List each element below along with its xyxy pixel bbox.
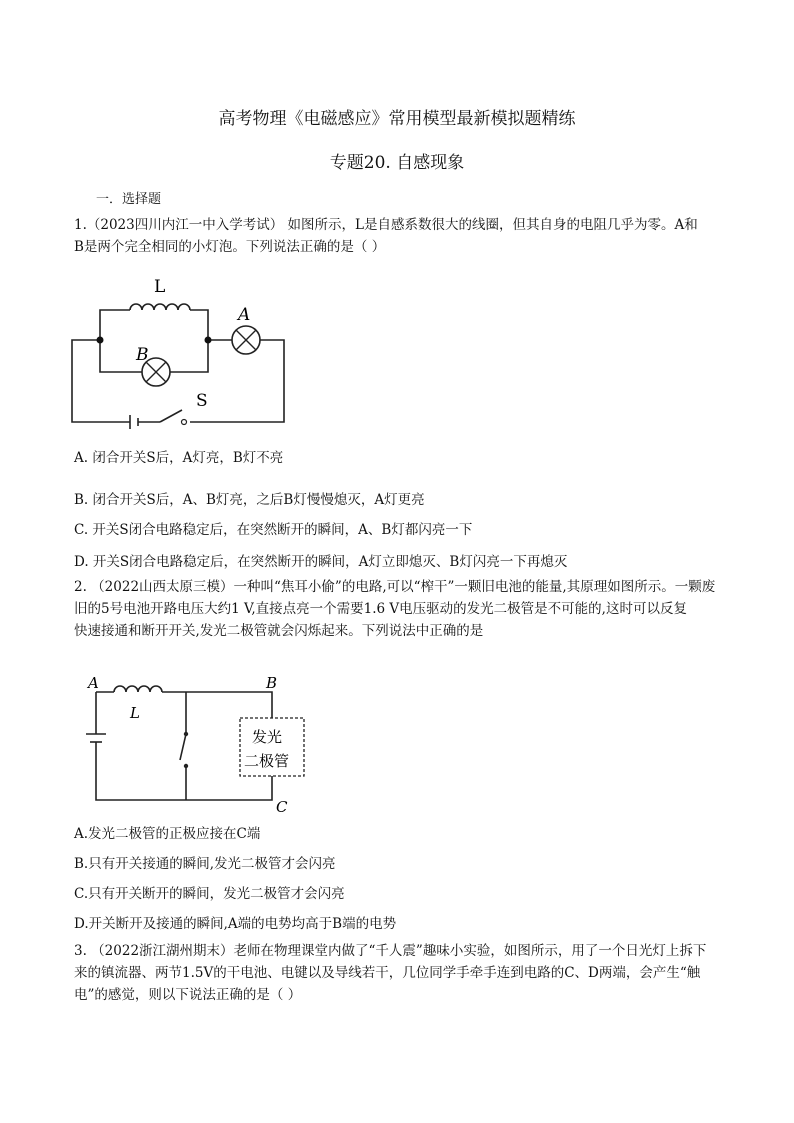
q2-line3: 快速接通和断开开关,发光二极管就会闪烁起来。下列说法中正确的是 — [74, 623, 484, 639]
q2-option-c: C.只有开关断开的瞬间，发光二极管才会闪亮 — [74, 886, 345, 902]
q1-option-d: D. 开关S闭合电路稳定后，在突然断开的瞬间，A灯立即熄灭、B灯闪亮一下再熄灭 — [74, 554, 568, 570]
q1-label-l: L — [154, 277, 166, 297]
q2-option-b: B.只有开关接通的瞬间,发光二极管才会闪亮 — [74, 856, 336, 872]
q3-line1: 3. （2022浙江湖州期末）老师在物理课堂内做了“千人震”趣味小实验，如图所示，用了一个日光灯上拆下 — [74, 943, 707, 959]
q1-line2: B是两个完全相同的小灯泡。下列说法正确的是（ ） — [74, 239, 386, 255]
page-subtitle: 专题20. 自感现象 — [329, 153, 465, 173]
page-title: 高考物理《电磁感应》常用模型最新模拟题精练 — [218, 109, 576, 129]
q3-line3: 电”的感觉，则以下说法正确的是（ ） — [74, 987, 302, 1003]
q2-label-c: C — [276, 798, 288, 814]
q2-led-label-2: 二极管 — [244, 752, 290, 770]
q2-led-label-1: 发光 — [252, 728, 283, 746]
q1-option-b: B. 闭合开关S后，A、B灯亮，之后B灯慢慢熄灭，A灯更亮 — [74, 492, 425, 508]
q2-circuit-diagram — [84, 672, 324, 814]
q1-stem — [74, 214, 724, 258]
q1-label-s: S — [196, 391, 208, 411]
q3-line2: 来的镇流器、两节1.5V的干电池、电键以及导线若干，几位同学手牵手连到电路的C、D两端，会产生“触 — [74, 965, 701, 981]
q2-option-d: D.开关断开及接通的瞬间,A端的电势均高于B端的电势 — [74, 916, 397, 932]
q1-circuit-diagram — [60, 270, 310, 430]
q2-line1: 2. （2022山西太原三模）一种叫“焦耳小偷”的电路,可以“榨干”一颗旧电池的能量,其原理如图所示。一颗废 — [74, 579, 716, 595]
q1-option-a: A. 闭合开关S后，A灯亮，B灯不亮 — [74, 450, 284, 466]
q2-label-a: A — [88, 674, 99, 692]
q1-line1: 1.（2023四川内江一中入学考试） 如图所示，L是自感系数很大的线圈，但其自身的电阻几乎为零。A和 — [74, 217, 698, 233]
q2-stem — [74, 576, 724, 642]
q2-label-b: B — [266, 674, 278, 692]
q1-label-a: A — [238, 305, 251, 325]
section-heading: 一．选择题 — [96, 192, 162, 207]
q1-option-c: C. 开关S闭合电路稳定后，在突然断开的瞬间，A、B灯都闪亮一下 — [74, 522, 473, 538]
q1-label-b: B — [136, 345, 149, 365]
q2-option-a: A.发光二极管的正极应接在C端 — [74, 826, 261, 842]
q2-label-l: L — [130, 704, 140, 722]
q3-stem — [74, 940, 724, 1006]
q2-line2: 旧的5号电池开路电压大约1 V,直接点亮一个需要1.6 V电压驱动的发光二极管是不可能的,这时可以反复 — [74, 601, 687, 617]
